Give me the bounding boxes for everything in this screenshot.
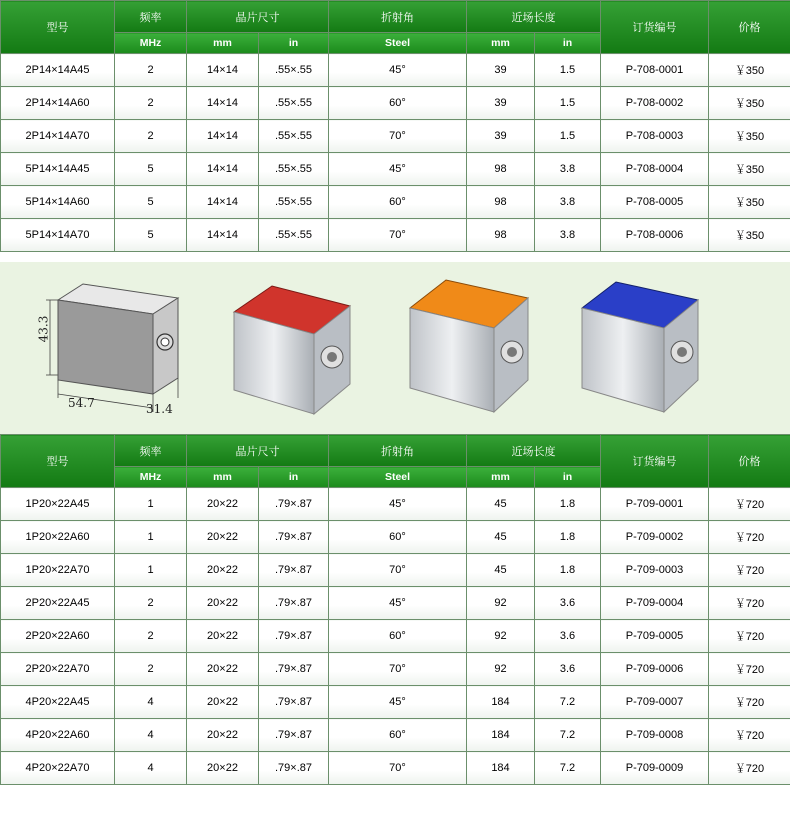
header-angle: 折射角 — [329, 1, 467, 33]
cell-near-in: 1.8 — [535, 554, 601, 587]
cell-crystal-in: .55×.55 — [259, 54, 329, 87]
cell-near-in: 1.8 — [535, 521, 601, 554]
cell-crystal-in: .79×.87 — [259, 686, 329, 719]
spec-table-20x22 — [0, 434, 790, 785]
cell-angle: 70° — [329, 752, 467, 785]
cell-price: ￥720 — [709, 752, 790, 785]
probe-orange-icon — [402, 270, 542, 420]
table-row — [1, 54, 790, 87]
table-row — [1, 752, 790, 785]
cell-price: ￥720 — [709, 488, 790, 521]
cell-crystal-mm: 14×14 — [187, 186, 259, 219]
header-crystal: 晶片尺寸 — [187, 435, 329, 467]
header-crystal: 晶片尺寸 — [187, 1, 329, 33]
cell-crystal-mm: 14×14 — [187, 87, 259, 120]
cell-order: P-708-0005 — [601, 186, 709, 219]
cell-near-in: 3.6 — [535, 587, 601, 620]
probe-red-icon — [222, 272, 362, 422]
dimension-width: 31.4 — [146, 402, 173, 416]
cell-price: ￥720 — [709, 719, 790, 752]
cell-crystal-mm: 20×22 — [187, 521, 259, 554]
cell-freq: 5 — [115, 219, 187, 252]
cell-model: 5P14×14A60 — [1, 186, 115, 219]
cell-price: ￥720 — [709, 686, 790, 719]
cell-order: P-709-0005 — [601, 620, 709, 653]
cell-crystal-in: .55×.55 — [259, 153, 329, 186]
table-row — [1, 87, 790, 120]
cell-angle: 60° — [329, 620, 467, 653]
cell-crystal-in: .55×.55 — [259, 219, 329, 252]
cell-angle: 45° — [329, 54, 467, 87]
dimension-length: 54.7 — [68, 396, 95, 410]
cell-crystal-mm: 20×22 — [187, 488, 259, 521]
header-in: in — [259, 33, 329, 54]
cell-order: P-708-0004 — [601, 153, 709, 186]
cell-crystal-in: .79×.87 — [259, 554, 329, 587]
cell-crystal-in: .79×.87 — [259, 521, 329, 554]
cell-freq: 1 — [115, 554, 187, 587]
header-steel: Steel — [329, 467, 467, 488]
cell-near-mm: 98 — [467, 153, 535, 186]
cell-near-mm: 92 — [467, 620, 535, 653]
table-row — [1, 120, 790, 153]
header-near-field: 近场长度 — [467, 435, 601, 467]
cell-near-mm: 45 — [467, 488, 535, 521]
header-mm: mm — [187, 467, 259, 488]
cell-near-mm: 184 — [467, 686, 535, 719]
cell-crystal-mm: 20×22 — [187, 653, 259, 686]
cell-model: 1P20×22A60 — [1, 521, 115, 554]
cell-angle: 70° — [329, 653, 467, 686]
header-price: 价格 — [709, 435, 790, 488]
cell-model: 2P20×22A60 — [1, 620, 115, 653]
cell-crystal-mm: 20×22 — [187, 686, 259, 719]
cell-freq: 5 — [115, 186, 187, 219]
table-row — [1, 219, 790, 252]
table-row — [1, 620, 790, 653]
cell-angle: 70° — [329, 120, 467, 153]
cell-near-mm: 92 — [467, 653, 535, 686]
cell-model: 4P20×22A60 — [1, 719, 115, 752]
header-near-mm: mm — [467, 33, 535, 54]
cell-angle: 45° — [329, 587, 467, 620]
cell-crystal-mm: 14×14 — [187, 120, 259, 153]
cell-freq: 4 — [115, 719, 187, 752]
cell-price: ￥350 — [709, 54, 790, 87]
table-row — [1, 653, 790, 686]
cell-freq: 2 — [115, 587, 187, 620]
cell-order: P-709-0008 — [601, 719, 709, 752]
cell-order: P-709-0009 — [601, 752, 709, 785]
cell-model: 4P20×22A45 — [1, 686, 115, 719]
cell-price: ￥720 — [709, 554, 790, 587]
header-mhz: MHz — [115, 467, 187, 488]
cell-price: ￥720 — [709, 620, 790, 653]
header-near-field: 近场长度 — [467, 1, 601, 33]
cell-crystal-in: .79×.87 — [259, 653, 329, 686]
cell-angle: 45° — [329, 488, 467, 521]
cell-crystal-in: .79×.87 — [259, 719, 329, 752]
cell-angle: 60° — [329, 186, 467, 219]
cell-order: P-709-0003 — [601, 554, 709, 587]
cell-crystal-mm: 14×14 — [187, 219, 259, 252]
cell-crystal-in: .79×.87 — [259, 620, 329, 653]
cell-model: 2P14×14A45 — [1, 54, 115, 87]
cell-freq: 1 — [115, 488, 187, 521]
cell-crystal-in: .55×.55 — [259, 120, 329, 153]
header-steel: Steel — [329, 33, 467, 54]
cell-crystal-in: .79×.87 — [259, 587, 329, 620]
cell-near-mm: 184 — [467, 752, 535, 785]
header-price: 价格 — [709, 1, 790, 54]
cell-crystal-mm: 20×22 — [187, 752, 259, 785]
cell-crystal-mm: 20×22 — [187, 719, 259, 752]
cell-freq: 4 — [115, 752, 187, 785]
table-row — [1, 686, 790, 719]
cell-near-mm: 45 — [467, 521, 535, 554]
cell-price: ￥350 — [709, 120, 790, 153]
cell-near-in: 3.6 — [535, 620, 601, 653]
cell-near-in: 3.8 — [535, 153, 601, 186]
header-near-mm: mm — [467, 467, 535, 488]
cell-near-in: 7.2 — [535, 686, 601, 719]
cell-near-mm: 39 — [467, 120, 535, 153]
cell-crystal-in: .79×.87 — [259, 488, 329, 521]
cell-near-mm: 45 — [467, 554, 535, 587]
header-freq: 频率 — [115, 435, 187, 467]
cell-near-in: 7.2 — [535, 719, 601, 752]
cell-order: P-708-0001 — [601, 54, 709, 87]
cell-crystal-mm: 20×22 — [187, 620, 259, 653]
cell-angle: 45° — [329, 686, 467, 719]
cell-model: 5P14×14A45 — [1, 153, 115, 186]
table-row — [1, 488, 790, 521]
cell-model: 1P20×22A70 — [1, 554, 115, 587]
cell-model: 2P14×14A60 — [1, 87, 115, 120]
table-row — [1, 521, 790, 554]
cell-near-in: 1.8 — [535, 488, 601, 521]
header-order: 订货编号 — [601, 1, 709, 54]
table-row — [1, 719, 790, 752]
cell-near-mm: 98 — [467, 219, 535, 252]
cell-price: ￥350 — [709, 186, 790, 219]
cell-freq: 2 — [115, 620, 187, 653]
cell-angle: 45° — [329, 153, 467, 186]
cell-crystal-in: .55×.55 — [259, 186, 329, 219]
cell-model: 5P14×14A70 — [1, 219, 115, 252]
cell-angle: 70° — [329, 219, 467, 252]
header-model: 型号 — [1, 435, 115, 488]
table-row — [1, 153, 790, 186]
header-order: 订货编号 — [601, 435, 709, 488]
cell-near-mm: 184 — [467, 719, 535, 752]
cell-price: ￥720 — [709, 587, 790, 620]
cell-freq: 2 — [115, 653, 187, 686]
header-model: 型号 — [1, 1, 115, 54]
cell-near-mm: 98 — [467, 186, 535, 219]
header-near-in: in — [535, 33, 601, 54]
cell-price: ￥350 — [709, 219, 790, 252]
cell-angle: 60° — [329, 719, 467, 752]
cell-near-in: 7.2 — [535, 752, 601, 785]
header-angle: 折射角 — [329, 435, 467, 467]
cell-near-mm: 39 — [467, 87, 535, 120]
cell-order: P-709-0001 — [601, 488, 709, 521]
cell-order: P-708-0002 — [601, 87, 709, 120]
cell-price: ￥350 — [709, 87, 790, 120]
cell-crystal-mm: 20×22 — [187, 554, 259, 587]
header-mm: mm — [187, 33, 259, 54]
table-row — [1, 186, 790, 219]
probe-blue-icon — [574, 270, 714, 420]
cell-model: 2P20×22A70 — [1, 653, 115, 686]
cell-freq: 5 — [115, 153, 187, 186]
cell-freq: 1 — [115, 521, 187, 554]
cell-order: P-709-0006 — [601, 653, 709, 686]
header-mhz: MHz — [115, 33, 187, 54]
cell-freq: 2 — [115, 87, 187, 120]
cell-model: 2P20×22A45 — [1, 587, 115, 620]
cell-freq: 4 — [115, 686, 187, 719]
cell-near-in: 3.8 — [535, 219, 601, 252]
cell-order: P-708-0003 — [601, 120, 709, 153]
table-row — [1, 554, 790, 587]
dimension-height: 43.3 — [36, 315, 51, 343]
cell-near-in: 1.5 — [535, 87, 601, 120]
header-freq: 频率 — [115, 1, 187, 33]
cell-order: P-709-0007 — [601, 686, 709, 719]
cell-near-in: 1.5 — [535, 54, 601, 87]
cell-angle: 60° — [329, 87, 467, 120]
cell-crystal-in: .55×.55 — [259, 87, 329, 120]
table-row — [1, 587, 790, 620]
cell-freq: 2 — [115, 120, 187, 153]
probe-drawing-icon — [28, 280, 188, 420]
cell-price: ￥720 — [709, 521, 790, 554]
cell-near-in: 3.6 — [535, 653, 601, 686]
header-near-in: in — [535, 467, 601, 488]
probe-photo-band — [0, 262, 790, 434]
cell-near-mm: 92 — [467, 587, 535, 620]
cell-angle: 70° — [329, 554, 467, 587]
cell-order: P-708-0006 — [601, 219, 709, 252]
cell-crystal-in: .79×.87 — [259, 752, 329, 785]
cell-price: ￥350 — [709, 153, 790, 186]
cell-angle: 60° — [329, 521, 467, 554]
cell-near-in: 1.5 — [535, 120, 601, 153]
cell-model: 4P20×22A70 — [1, 752, 115, 785]
cell-model: 2P14×14A70 — [1, 120, 115, 153]
spec-table-14x14 — [0, 0, 790, 252]
cell-model: 1P20×22A45 — [1, 488, 115, 521]
cell-order: P-709-0002 — [601, 521, 709, 554]
cell-order: P-709-0004 — [601, 587, 709, 620]
header-in: in — [259, 467, 329, 488]
cell-crystal-mm: 20×22 — [187, 587, 259, 620]
cell-crystal-mm: 14×14 — [187, 153, 259, 186]
cell-freq: 2 — [115, 54, 187, 87]
cell-price: ￥720 — [709, 653, 790, 686]
cell-near-mm: 39 — [467, 54, 535, 87]
cell-crystal-mm: 14×14 — [187, 54, 259, 87]
cell-near-in: 3.8 — [535, 186, 601, 219]
